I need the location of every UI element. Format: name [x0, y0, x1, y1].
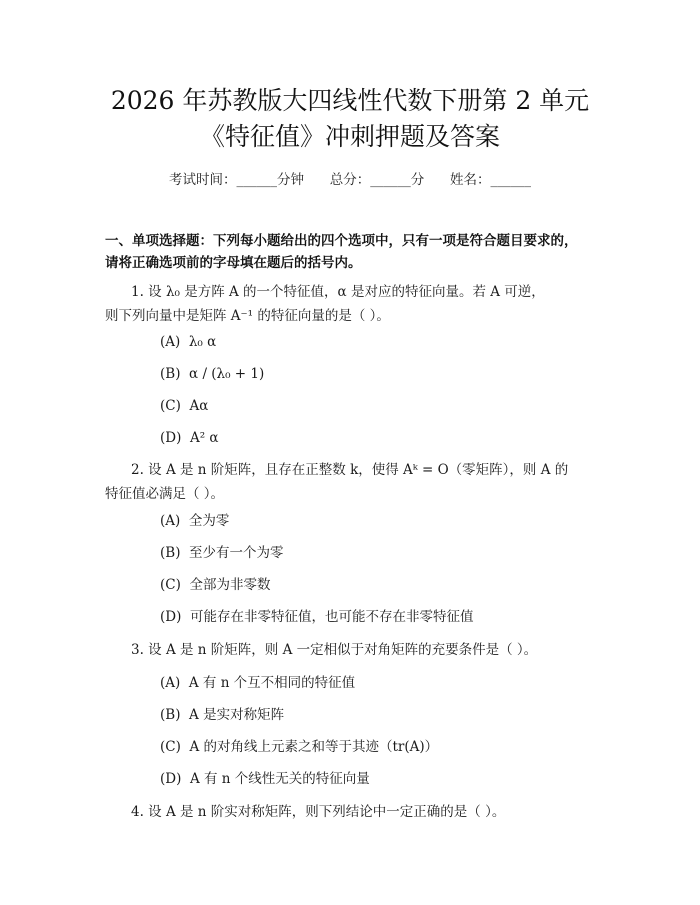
question-1-line2: 则下列向量中是矩阵 A⁻¹ 的特征向量的是（ ）。 — [105, 308, 390, 324]
question-3-line1: 3. 设 A 是 n 阶矩阵，则 A 一定相似于对角矩阵的充要条件是（ ）。 — [131, 642, 538, 658]
document-title-line1: 2026 年苏教版大四线性代数下册第 2 单元 — [110, 86, 590, 115]
section-heading — [105, 230, 605, 274]
question-4 — [105, 800, 605, 824]
question-1-option-d: (D) A² α — [160, 430, 219, 446]
section-heading-line2: 请将正确选项前的字母填在题后的括号内。 — [105, 255, 362, 271]
document-title-line2: 《特征值》冲刺押题及答案 — [199, 122, 500, 151]
question-1-option-c: (C) Aα — [160, 398, 209, 414]
question-2-option-c: (C) 全部为非零数 — [160, 577, 271, 593]
question-2-option-d: (D) 可能存在非零特征值，也可能不存在非零特征值 — [160, 609, 474, 625]
question-1-option-b: (B) α / (λ₀ + 1) — [160, 366, 265, 382]
question-1-line1: 1. 设 λ₀ 是方阵 A 的一个特征值，α 是对应的特征向量。若 A 可逆， — [131, 284, 545, 300]
question-3-option-c: (C) A 的对角线上元素之和等于其迹（tr(A)） — [160, 739, 439, 755]
question-3-option-b: (B) A 是实对称矩阵 — [160, 707, 285, 723]
question-3-option-a: (A) A 有 n 个互不相同的特征值 — [160, 675, 356, 691]
exam-info-line: 考试时间：______分钟 总分：______分 姓名：______ — [169, 172, 531, 188]
question-1-option-a: (A) λ₀ α — [160, 334, 217, 350]
question-2-option-b: (B) 至少有一个为零 — [160, 545, 284, 561]
question-2 — [105, 458, 605, 506]
question-2-line2: 特征值必满足（ ）。 — [105, 486, 225, 502]
question-3 — [105, 638, 605, 662]
question-2-option-a: (A) 全为零 — [160, 513, 230, 529]
question-2-line1: 2. 设 A 是 n 阶矩阵，且存在正整数 k，使得 Aᵏ = O（零矩阵），则 A 的 — [131, 462, 569, 478]
question-3-option-d: (D) A 有 n 个线性无关的特征向量 — [160, 771, 370, 787]
question-1 — [105, 280, 605, 328]
section-heading-line1: 一、单项选择题：下列每小题给出的四个选项中，只有一项是符合题目要求的， — [105, 233, 578, 249]
question-4-line1: 4. 设 A 是 n 阶实对称矩阵，则下列结论中一定正确的是（ ）。 — [131, 804, 506, 820]
